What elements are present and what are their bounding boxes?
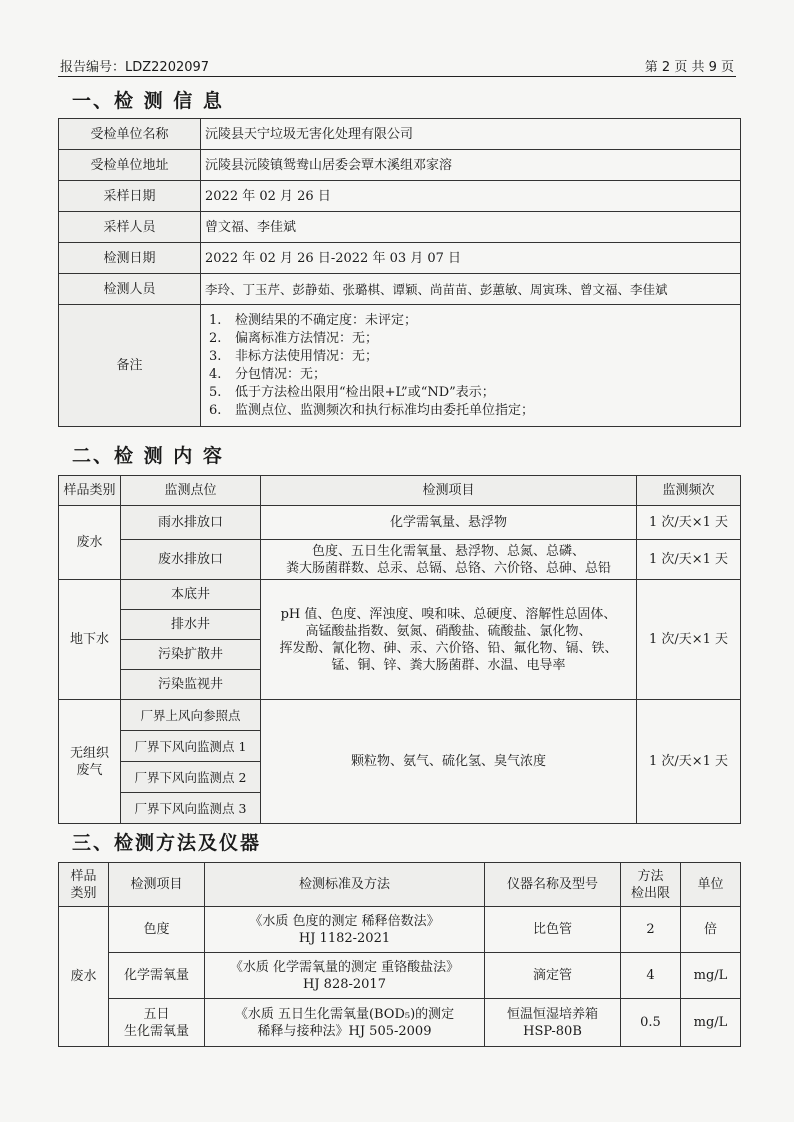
remark-item: 3. 非标方法使用情况：无； <box>209 348 379 364</box>
frequency: 1 次/天×1 天 <box>637 700 741 824</box>
info-value: 2022 年 02 月 26 日-2022 年 03 月 07 日 <box>201 243 741 274</box>
frequency: 1 次/天×1 天 <box>637 540 741 580</box>
remarks-row <box>59 305 741 427</box>
col-header: 样品类别 <box>59 476 121 506</box>
monitor-point: 厂界下风向监测点 1 <box>121 731 261 762</box>
sample-category: 废水 <box>59 506 121 580</box>
info-row <box>59 181 741 212</box>
inspection-content-table <box>58 475 741 824</box>
table-header-row <box>59 863 741 907</box>
col-header: 监测点位 <box>121 476 261 506</box>
info-label: 受检单位地址 <box>59 150 201 181</box>
monitor-point: 厂界上风向参照点 <box>121 700 261 731</box>
monitor-point: 雨水排放口 <box>121 506 261 540</box>
header-divider <box>58 76 736 77</box>
section1-title: 一、检 测 信 息 <box>72 90 224 112</box>
table-row <box>59 953 741 999</box>
remark-item: 1. 检测结果的不确定度：未评定； <box>209 312 418 328</box>
test-item: 色度 <box>109 907 205 953</box>
detection-limit: 4 <box>621 953 681 999</box>
test-items: 化学需氧量、悬浮物 <box>261 506 637 540</box>
col-header: 检测项目 <box>109 863 205 907</box>
remark-item: 5. 低于方法检出限用“检出限+L”或“ND”表示； <box>209 384 495 400</box>
unit: mg/L <box>681 999 741 1047</box>
test-method: 《水质 色度的测定 稀释倍数法》 HJ 1182-2021 <box>205 907 485 953</box>
info-value: 沅陵县沅陵镇鸳鸯山居委会覃木溪组邓家溶 <box>201 150 741 181</box>
sample-category: 废水 <box>59 907 109 1047</box>
instrument: 恒温恒湿培养箱 HSP-80B <box>485 999 621 1047</box>
info-value: 曾文福、李佳斌 <box>201 212 741 243</box>
test-items: pH 值、色度、浑浊度、嗅和味、总硬度、溶解性总固体、 高锰酸盐指数、氨氮、硝酸盐、硫酸盐、氯化物、 挥发酚、氰化物、砷、汞、六价铬、铅、氟化物、镉、铁、 锰、铜、锌、粪大肠菌群、水温、电导率 <box>261 580 637 700</box>
col-header: 单位 <box>681 863 741 907</box>
unit: 倍 <box>681 907 741 953</box>
test-method: 《水质 化学需氧量的测定 重铬酸盐法》 HJ 828-2017 <box>205 953 485 999</box>
frequency: 1 次/天×1 天 <box>637 580 741 700</box>
remark-item: 6. 监测点位、监测频次和执行标准均由委托单位指定； <box>209 402 535 418</box>
remark-item: 2. 偏离标准方法情况：无； <box>209 330 379 346</box>
table-row <box>59 580 741 610</box>
instrument: 滴定管 <box>485 953 621 999</box>
test-items: 色度、五日生化需氧量、悬浮物、总氮、总磷、 粪大肠菌群数、总汞、总镉、总铬、六价铬、总砷、总铅 <box>261 540 637 580</box>
info-row <box>59 243 741 274</box>
col-header: 监测频次 <box>637 476 741 506</box>
info-value: 李玲、丁玉芹、彭静茹、张璐棋、谭颖、尚苗苗、彭蕙敏、周寅珠、曾文福、李佳斌 <box>201 274 741 305</box>
info-label: 受检单位名称 <box>59 119 201 150</box>
detection-limit: 0.5 <box>621 999 681 1047</box>
table-row <box>59 907 741 953</box>
remarks-label: 备注 <box>59 305 201 427</box>
info-value: 2022 年 02 月 26 日 <box>201 181 741 212</box>
monitor-point: 污染监视井 <box>121 670 261 700</box>
frequency: 1 次/天×1 天 <box>637 506 741 540</box>
method-instrument-table <box>58 862 741 1047</box>
instrument: 比色管 <box>485 907 621 953</box>
inspection-info-table <box>58 118 741 427</box>
info-row <box>59 212 741 243</box>
report-number: 报告编号：LDZ2202097 <box>60 60 210 75</box>
info-label: 采样日期 <box>59 181 201 212</box>
table-header-row <box>59 476 741 506</box>
monitor-point: 厂界下风向监测点 2 <box>121 762 261 793</box>
info-value: 沅陵县天宁垃圾无害化处理有限公司 <box>201 119 741 150</box>
monitor-point: 本底井 <box>121 580 261 610</box>
col-header: 方法 检出限 <box>621 863 681 907</box>
table-row <box>59 506 741 540</box>
detection-limit: 2 <box>621 907 681 953</box>
monitor-point: 污染扩散井 <box>121 640 261 670</box>
col-header: 检测项目 <box>261 476 637 506</box>
table-row <box>59 540 741 580</box>
info-row <box>59 119 741 150</box>
col-header: 检测标准及方法 <box>205 863 485 907</box>
remark-item: 4. 分包情况：无； <box>209 366 327 382</box>
table-row <box>59 700 741 731</box>
sample-category: 地下水 <box>59 580 121 700</box>
test-items: 颗粒物、氨气、硫化氢、臭气浓度 <box>261 700 637 824</box>
table-row <box>59 999 741 1047</box>
test-method: 《水质 五日生化需氧量(BOD₅)的测定 稀释与接种法》HJ 505-2009 <box>205 999 485 1047</box>
monitor-point: 废水排放口 <box>121 540 261 580</box>
col-header: 样品 类别 <box>59 863 109 907</box>
info-label: 检测日期 <box>59 243 201 274</box>
monitor-point: 厂界下风向监测点 3 <box>121 793 261 824</box>
info-row <box>59 150 741 181</box>
remarks-list <box>201 305 741 427</box>
info-label: 检测人员 <box>59 274 201 305</box>
test-item: 化学需氧量 <box>109 953 205 999</box>
monitor-point: 排水井 <box>121 610 261 640</box>
test-item: 五日 生化需氧量 <box>109 999 205 1047</box>
info-row <box>59 274 741 305</box>
col-header: 仪器名称及型号 <box>485 863 621 907</box>
section2-title: 二、检 测 内 容 <box>72 445 224 467</box>
info-label: 采样人员 <box>59 212 201 243</box>
section3-title: 三、检测方法及仪器 <box>72 832 262 854</box>
unit: mg/L <box>681 953 741 999</box>
sample-category: 无组织 废气 <box>59 700 121 824</box>
page-indicator: 第 2 页 共 9 页 <box>644 60 734 75</box>
